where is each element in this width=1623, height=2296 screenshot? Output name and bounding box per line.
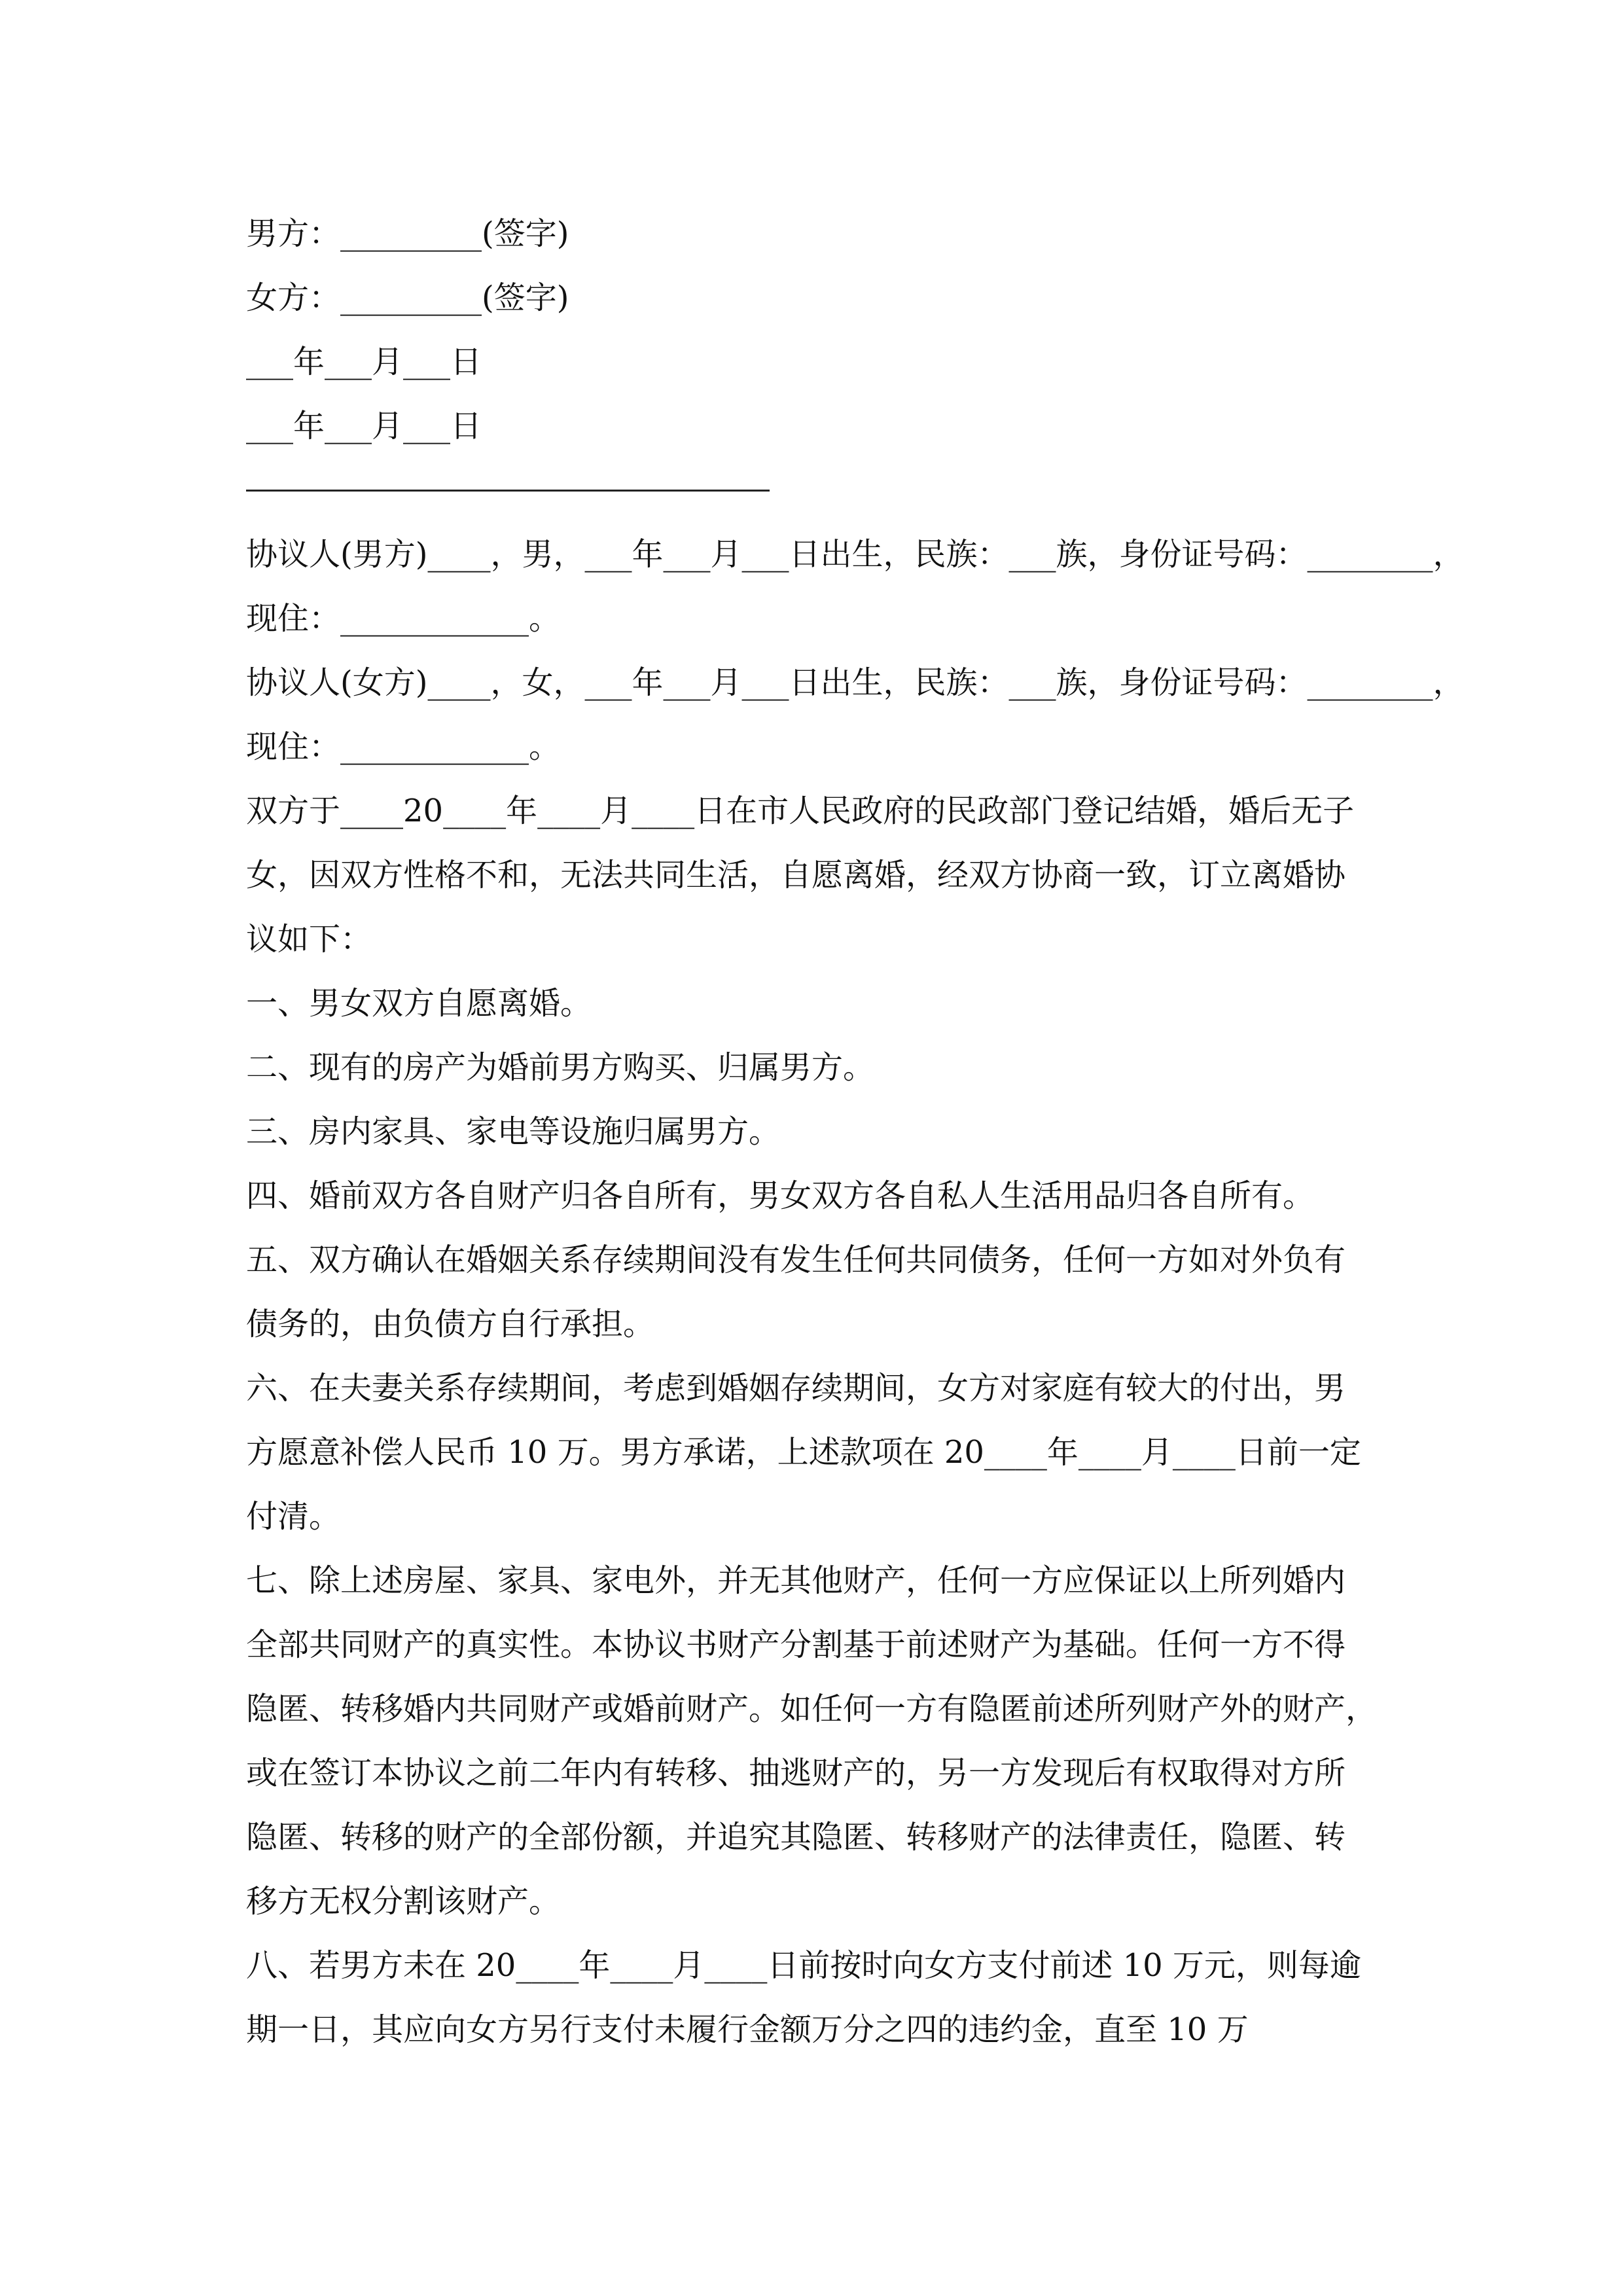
clause-7-line: 七、除上述房屋、家具、家电外，并无其他财产，任何一方应保证以上所列婚内 — [246, 1562, 1346, 1599]
document-body — [246, 202, 1465, 2062]
clause-8-line: 期一日，其应向女方另行支付未履行金额万分之四的违约金，直至 10 万 — [246, 2011, 1249, 2048]
clause-1: 一、男女双方自愿离婚。 — [246, 985, 592, 1022]
clause-5-line: 债务的，由负债方自行承担。 — [246, 1306, 655, 1342]
male-party-info: 协议人(男方)____，男，___年___月___日出生，民族：___族，身份证号码：________， — [246, 536, 1465, 573]
female-party-info: 协议人(女方)____，女，___年___月___日出生，民族：___族，身份证号码：________， — [246, 664, 1465, 701]
clause-7-line: 隐匿、转移婚内共同财产或婚前财产。如任何一方有隐匿前述所列财产外的财产， — [246, 1691, 1378, 1727]
clause-2: 二、现有的房产为婚前男方购买、归属男方。 — [246, 1049, 875, 1086]
clause-6-line: 付清。 — [246, 1498, 341, 1535]
clause-6-line: 方愿意补偿人民币 10 万。男方承诺，上述款项在 20____年____月____日前一定 — [246, 1434, 1361, 1471]
clause-6-line: 六、在夫妻关系存续期间，考虑到婚姻存续期间，女方对家庭有较大的付出，男 — [246, 1370, 1346, 1407]
clause-4: 四、婚前双方各自财产归各自所有，男女双方各自私人生活用品归各自所有。 — [246, 1177, 1315, 1214]
clause-7-line: 隐匿、转移的财产的全部份额，并追究其隐匿、转移财产的法律责任，隐匿、转 — [246, 1819, 1346, 1856]
female-signature-line: 女方：_________(签字) — [246, 279, 569, 316]
intro-paragraph-line: 议如下： — [246, 921, 372, 958]
divider-line — [246, 490, 770, 492]
intro-paragraph-line: 女，因双方性格不和，无法共同生活，自愿离婚，经双方协商一致，订立离婚协 — [246, 857, 1346, 893]
date-line: ___年___月___日 — [246, 408, 482, 444]
intro-paragraph-line: 双方于____20____年____月____日在市人民政府的民政部门登记结婚，婚后无子 — [246, 793, 1355, 829]
clause-7-line: 全部共同财产的真实性。本协议书财产分割基于前述财产为基础。任何一方不得 — [246, 1626, 1346, 1663]
clause-3: 三、房内家具、家电等设施归属男方。 — [246, 1113, 781, 1150]
female-address: 现住：____________。 — [246, 728, 561, 765]
male-address: 现住：____________。 — [246, 600, 561, 637]
date-line: ___年___月___日 — [246, 344, 482, 380]
clause-7-line: 或在签订本协议之前二年内有转移、抽逃财产的，另一方发现后有权取得对方所 — [246, 1755, 1346, 1791]
male-signature-line: 男方：_________(签字) — [246, 215, 569, 252]
clause-5-line: 五、双方确认在婚姻关系存续期间没有发生任何共同债务，任何一方如对外负有 — [246, 1242, 1346, 1278]
section-divider — [246, 458, 1382, 522]
clause-8-line: 八、若男方未在 20____年____月____日前按时向女方支付前述 10 万元，则每逾 — [246, 1947, 1361, 1984]
clause-7-line: 移方无权分割该财产。 — [246, 1883, 561, 1920]
